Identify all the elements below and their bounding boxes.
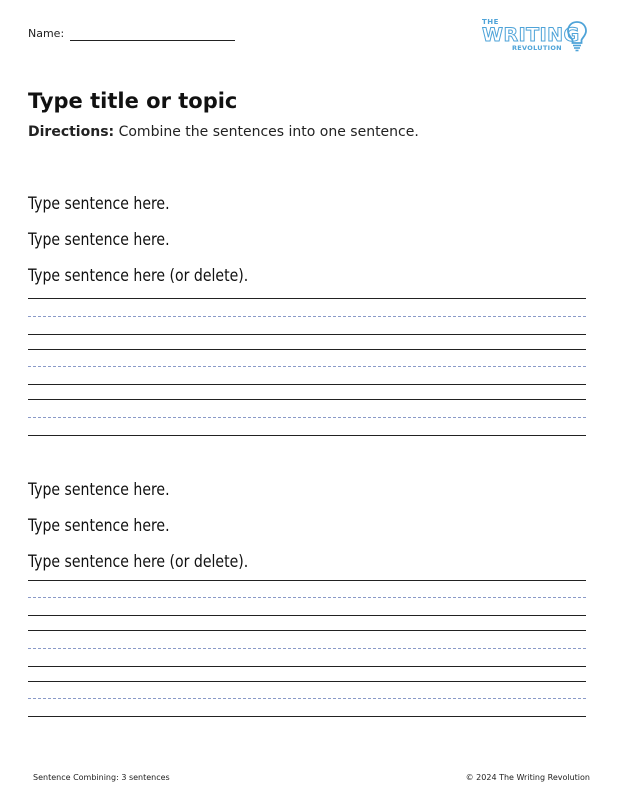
logo-revolution: REVOLUTION [512, 44, 562, 52]
solid-line [28, 615, 586, 616]
logo-writing: WRITING [482, 24, 580, 46]
dashed-line [28, 417, 586, 418]
directions [28, 124, 419, 140]
solid-line [28, 349, 586, 350]
exercise-1-sentence-2[interactable]: Type sentence here. [28, 230, 170, 250]
exercise-1-sentence-3[interactable]: Type sentence here (or delete). [28, 266, 249, 286]
solid-line [28, 334, 586, 335]
exercise-1-sentence-1[interactable]: Type sentence here. [28, 194, 170, 214]
exercise-2-sentence-1[interactable]: Type sentence here. [28, 480, 170, 500]
logo-the: THE [482, 18, 499, 26]
solid-line [28, 580, 586, 581]
solid-line [28, 399, 586, 400]
solid-line [28, 716, 586, 717]
solid-line [28, 666, 586, 667]
directions-label: Directions: [28, 124, 115, 140]
exercise-2-sentence-2[interactable]: Type sentence here. [28, 516, 170, 536]
footer-copyright: © 2024 The Writing Revolution [465, 773, 590, 782]
directions-text: Combine the sentences into one sentence. [114, 124, 419, 140]
name-label: Name: [28, 27, 65, 40]
lightbulb-icon [566, 20, 588, 52]
dashed-line [28, 648, 586, 649]
footer-worksheet-type: Sentence Combining: 3 sentences [33, 773, 170, 782]
writing-revolution-logo [478, 18, 590, 54]
exercise-2-sentence-3[interactable]: Type sentence here (or delete). [28, 552, 249, 572]
name-field-line[interactable] [70, 40, 235, 41]
dashed-line [28, 366, 586, 367]
worksheet-title[interactable]: Type title or topic [28, 89, 238, 113]
dashed-line [28, 316, 586, 317]
solid-line [28, 681, 586, 682]
dashed-line [28, 597, 586, 598]
solid-line [28, 384, 586, 385]
solid-line [28, 298, 586, 299]
solid-line [28, 630, 586, 631]
solid-line [28, 435, 586, 436]
dashed-line [28, 698, 586, 699]
